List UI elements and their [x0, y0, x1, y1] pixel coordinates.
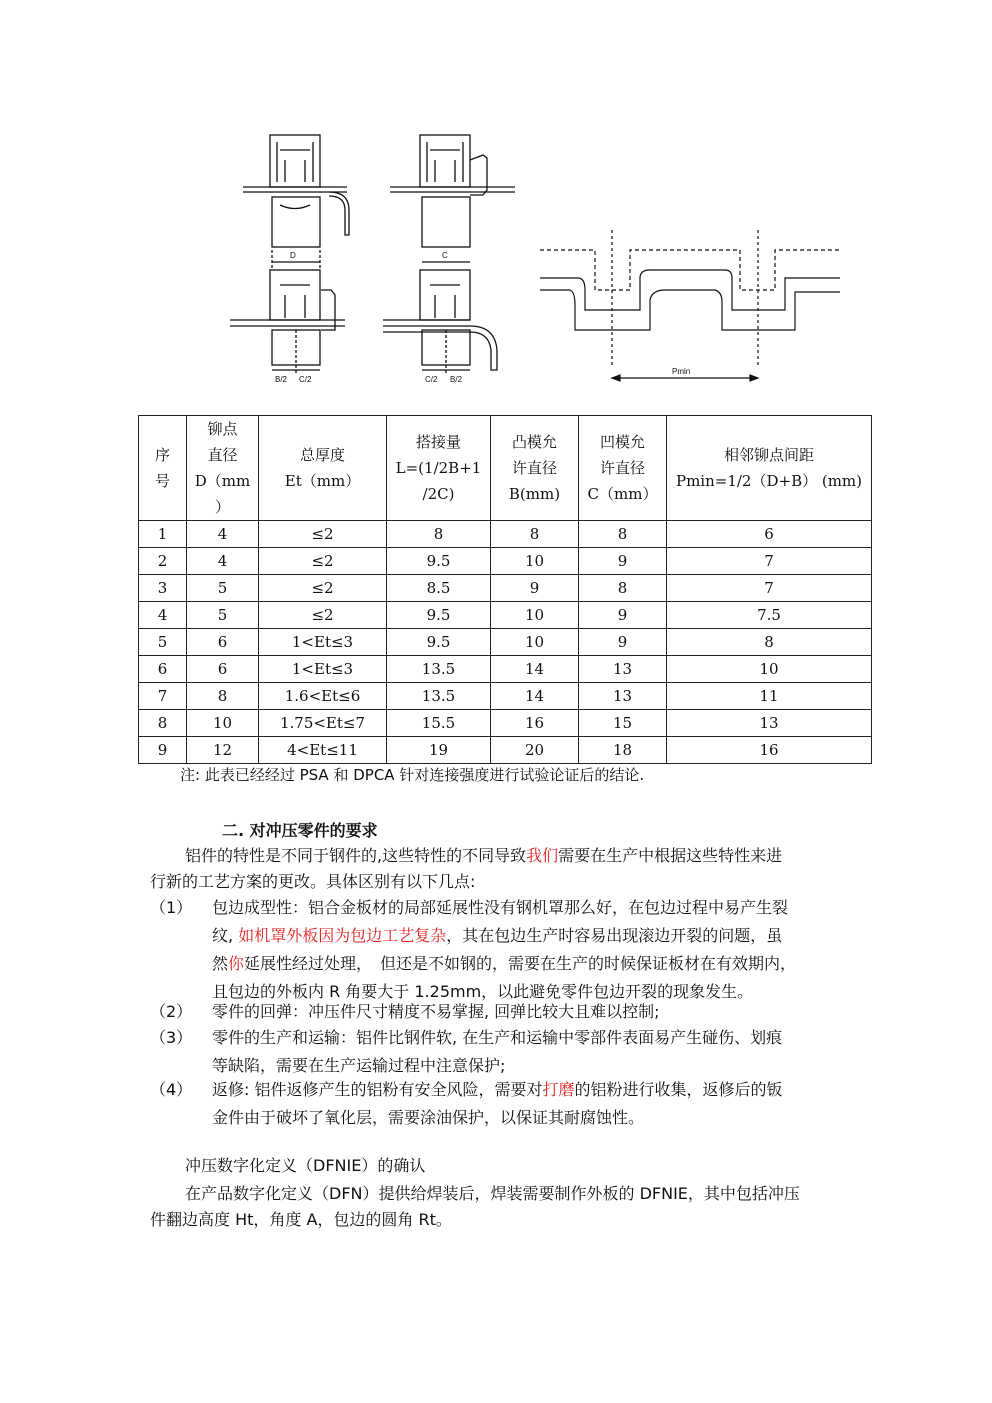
cell: 16	[491, 710, 579, 737]
cell: 13.5	[387, 683, 491, 710]
cell: 8	[387, 521, 491, 548]
header-overlap: 搭接量 L=(1/2B+1 /2C)	[387, 416, 491, 521]
cell: ≤2	[259, 521, 387, 548]
item-text	[212, 998, 902, 1026]
cell: 4	[187, 521, 259, 548]
cell: 9	[579, 602, 667, 629]
item-text	[212, 1076, 902, 1132]
highlight-text: 你	[228, 954, 245, 973]
cell: 7	[667, 575, 872, 602]
label-b2b: B/2	[450, 375, 463, 384]
item-line: 纹, 如机罩外板因为包边工艺复杂，其在包边生产时容易出现滚边开裂的问题，虽	[212, 926, 783, 945]
intro-line-2: 行新的工艺方案的更改。具体区别有以下几点:	[150, 872, 476, 891]
cell: 13	[579, 683, 667, 710]
cell: 10	[491, 629, 579, 656]
item-number: （4）	[150, 1080, 193, 1099]
table-row	[139, 602, 872, 629]
item-line: 等缺陷，需要在生产运输过程中注意保护;	[212, 1056, 506, 1075]
label-b2: B/2	[275, 375, 288, 384]
cell: 8.5	[387, 575, 491, 602]
clinch-tool-figure	[225, 130, 525, 395]
cell: 14	[491, 656, 579, 683]
cell: 18	[579, 737, 667, 764]
dfnie-line-2: 件翻边高度 Ht，角度 A，包边的圆角 Rt。	[150, 1210, 452, 1229]
table-row	[139, 683, 872, 710]
cell: 20	[491, 737, 579, 764]
cell: 11	[667, 683, 872, 710]
cell: 14	[491, 683, 579, 710]
highlight-text: 如机罩外板因为包边工艺复杂	[238, 926, 447, 945]
cell: 6	[187, 629, 259, 656]
cell: 4	[187, 548, 259, 575]
clinch-pitch-drawing	[540, 230, 850, 395]
cell: 10	[491, 548, 579, 575]
cell: 5	[187, 575, 259, 602]
cell: 4	[139, 602, 187, 629]
cell: 3	[139, 575, 187, 602]
table-row	[139, 656, 872, 683]
cell: 8	[579, 521, 667, 548]
cell: 12	[187, 737, 259, 764]
cell: 1.6<Et≤6	[259, 683, 387, 710]
table-note: 注: 此表已经经过 PSA 和 DPCA 针对连接强度进行试验论证后的结论.	[180, 766, 645, 784]
cell: 7	[667, 548, 872, 575]
intro-text-a: 铝件的特性是不同于钢件的,这些特性的不同导致	[185, 846, 527, 865]
cell: 5	[187, 602, 259, 629]
cell: 15	[579, 710, 667, 737]
cell: 1	[139, 521, 187, 548]
section-title: 二. 对冲压零件的要求	[222, 821, 378, 840]
cell: 13	[667, 710, 872, 737]
cell: 9.5	[387, 548, 491, 575]
cell: 10	[667, 656, 872, 683]
cell: 7.5	[667, 602, 872, 629]
cell: 5	[139, 629, 187, 656]
cell: 6	[667, 521, 872, 548]
header-die-diameter: 凹模允 许直径 C（mm）	[579, 416, 667, 521]
cell: 9	[491, 575, 579, 602]
intro-text-red: 我们	[526, 846, 559, 865]
cell: 8	[579, 575, 667, 602]
cell: 8	[491, 521, 579, 548]
item-number: （3）	[150, 1028, 193, 1047]
header-index: 序 号	[139, 416, 187, 521]
item-text	[212, 1024, 902, 1080]
table-row	[139, 548, 872, 575]
cell: 19	[387, 737, 491, 764]
highlight-text: 打磨	[542, 1080, 575, 1099]
header-punch-diameter: 凸模允 许直径 B(mm)	[491, 416, 579, 521]
cell: 9	[579, 548, 667, 575]
clinch-tool-drawings	[225, 130, 525, 395]
label-d: D	[290, 251, 296, 260]
cell: 8	[667, 629, 872, 656]
item-line: 包边成型性：铝合金板材的局部延展性没有钢机罩那么好，在包边过程中易产生裂	[212, 898, 789, 917]
table-row	[139, 629, 872, 656]
cell: 8	[187, 683, 259, 710]
cell: 10	[491, 602, 579, 629]
cell: ≤2	[259, 602, 387, 629]
item-number: （1）	[150, 898, 193, 917]
cell: 16	[667, 737, 872, 764]
table-row	[139, 575, 872, 602]
item-number: （2）	[150, 1002, 193, 1021]
cell: ≤2	[259, 575, 387, 602]
cell: 13	[579, 656, 667, 683]
item-text	[212, 894, 902, 1006]
cell: 1.75<Et≤7	[259, 710, 387, 737]
item-line: 零件的回弹：冲压件尺寸精度不易掌握, 回弹比较大且难以控制;	[212, 1002, 660, 1021]
cell: 10	[187, 710, 259, 737]
label-pmin: Pmin	[672, 367, 691, 376]
dfnie-heading: 冲压数字化定义（DFNIE）的确认	[185, 1156, 426, 1175]
item-line: 金件由于破坏了氧化层，需要涂油保护，以保证其耐腐蚀性。	[212, 1108, 645, 1127]
item-line: 零件的生产和运输：铝件比钢件软, 在生产和运输中零部件表面易产生碰伤、划痕	[212, 1028, 783, 1047]
intro-text-b: 需要在生产中根据这些特性来进	[558, 846, 783, 865]
cell: 4<Et≤11	[259, 737, 387, 764]
cell: 1<Et≤3	[259, 656, 387, 683]
cell: 1<Et≤3	[259, 629, 387, 656]
table-header-row	[139, 416, 872, 521]
cell: 15.5	[387, 710, 491, 737]
cell: 2	[139, 548, 187, 575]
dfnie-line-1: 在产品数字化定义（DFN）提供给焊装后，焊装需要制作外板的 DFNIE，其中包括冲压	[185, 1184, 800, 1203]
cell: 9	[579, 629, 667, 656]
table-row	[139, 521, 872, 548]
item-line: 然你延展性经过处理， 但还是不如钢的，需要在生产的时候保证板材在有效期内，	[212, 954, 797, 973]
cell: 7	[139, 683, 187, 710]
cell: 6	[187, 656, 259, 683]
cell: ≤2	[259, 548, 387, 575]
cell: 9	[139, 737, 187, 764]
cell: 9.5	[387, 629, 491, 656]
header-pitch: 相邻铆点间距 Pmin=1/2（D+B） (mm)	[667, 416, 872, 521]
label-c2: C/2	[299, 375, 312, 384]
label-c2b: C/2	[425, 375, 438, 384]
cell: 8	[139, 710, 187, 737]
intro-line-1	[185, 842, 782, 870]
cell: 13.5	[387, 656, 491, 683]
table-row	[139, 737, 872, 764]
header-thickness: 总厚度 Et（mm）	[259, 416, 387, 521]
cell: 6	[139, 656, 187, 683]
clinch-pitch-figure	[540, 230, 850, 395]
item-line: 且包边的外板内 R 角要大于 1.25mm，以此避免零件包边开裂的现象发生。	[212, 982, 754, 1001]
header-diameter: 铆点 直径 D（mm ）	[187, 416, 259, 521]
cell: 9.5	[387, 602, 491, 629]
table-row	[139, 710, 872, 737]
label-c: C	[442, 251, 448, 260]
clinch-spec-table	[138, 415, 872, 764]
item-line: 返修: 铝件返修产生的铝粉有安全风险，需要对打磨的铝粉进行收集，返修后的钣	[212, 1080, 783, 1099]
